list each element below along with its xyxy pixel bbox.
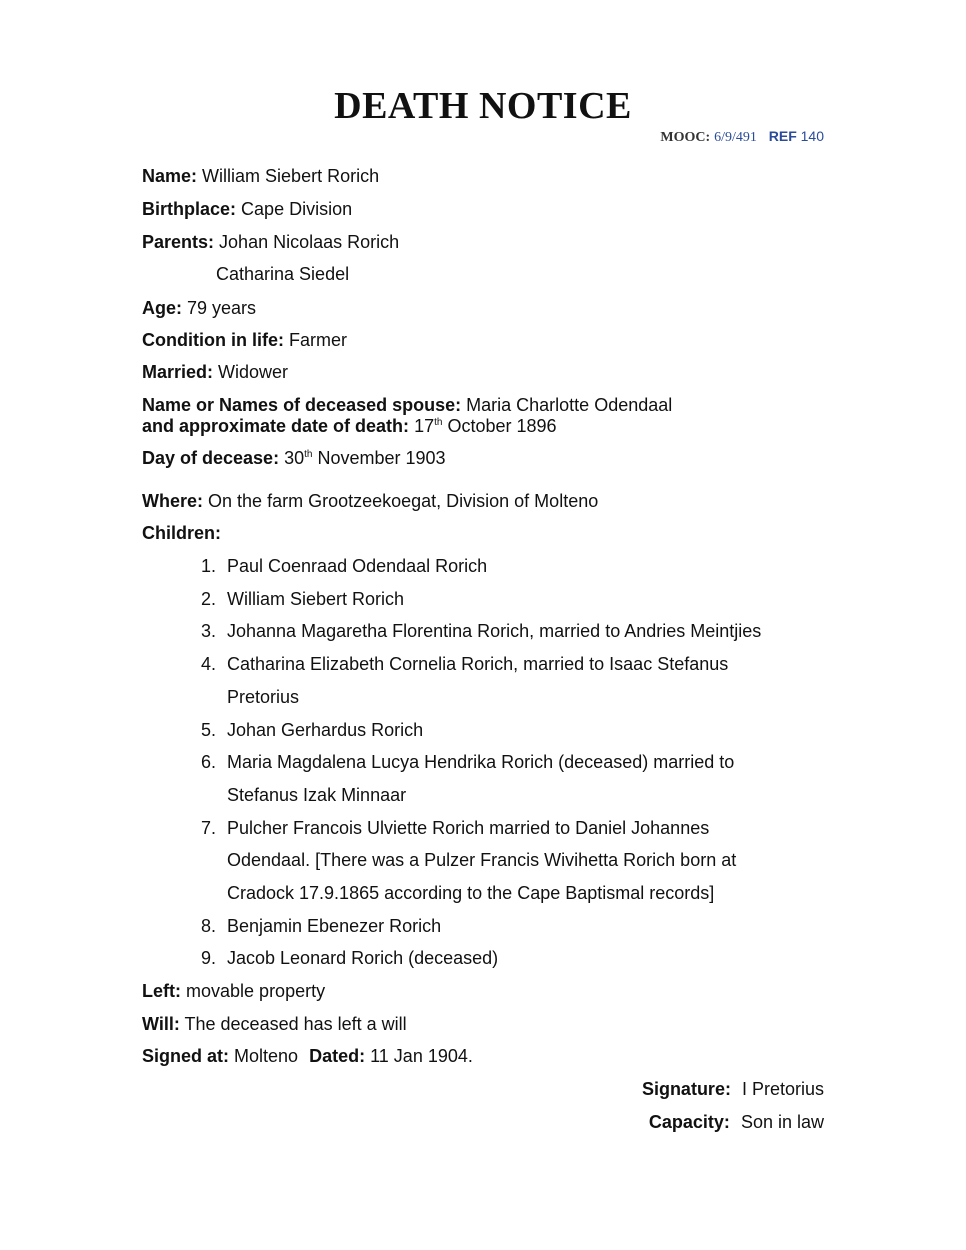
reference-code — [660, 128, 824, 146]
married-value: Widower — [218, 362, 289, 382]
spouse-row — [142, 394, 672, 416]
child-number: 7. — [200, 817, 216, 838]
decease-rest: November 1903 — [317, 448, 446, 468]
name-row — [142, 165, 379, 187]
will-row — [142, 1013, 407, 1035]
child-text: Pulcher Francois Ulviette Rorich married to Daniel Johannes — [227, 817, 710, 838]
child-number: 6. — [200, 752, 216, 773]
will-label: Will: — [142, 1014, 180, 1034]
child-number: 5. — [200, 719, 216, 740]
child-text: Odendaal. [There was a Pulzer Francis Wivihetta Rorich born at — [227, 850, 737, 871]
capacity-row — [649, 1111, 824, 1133]
child-text: Pretorius — [227, 686, 300, 707]
signature-label: Signature: — [641, 1079, 731, 1099]
age-label: Age: — [142, 298, 182, 318]
signed-row — [142, 1045, 473, 1067]
age-row — [142, 297, 256, 319]
child-number: 9. — [200, 948, 216, 969]
parent-2: Catharina Siedel — [216, 264, 350, 284]
parents-row — [142, 231, 399, 253]
condition-row — [142, 329, 347, 351]
dated-label: Dated: — [309, 1046, 366, 1066]
child-text: Maria Magdalena Lucya Hendrika Rorich (deceased) married to — [227, 752, 735, 773]
decease-row — [142, 447, 446, 469]
child-text: Paul Coenraad Odendaal Rorich — [227, 556, 488, 576]
decease-label: Day of decease: — [142, 448, 280, 468]
signed-place: Molteno — [234, 1046, 299, 1066]
child-number: 1. — [200, 556, 216, 576]
signed-label: Signed at: — [142, 1046, 230, 1066]
capacity-label: Capacity: — [648, 1112, 730, 1132]
children-label: Children: — [142, 523, 221, 543]
spouse-value: Maria Charlotte Odendaal — [466, 395, 673, 415]
married-row — [142, 361, 288, 383]
where-value: On the farm Grootzeekoegat, Division of Molteno — [208, 491, 599, 511]
child-text: Johanna Magaretha Florentina Rorich, married to Andries Meintjies — [227, 621, 762, 642]
condition-label: Condition in life: — [142, 330, 284, 350]
capacity-value: Son in law — [740, 1112, 824, 1132]
mooc-label: MOOC: — [660, 130, 711, 145]
birthplace-label: Birthplace: — [142, 199, 237, 219]
child-text: Cradock 17.9.1865 according to the Cape Baptismal records] — [227, 883, 715, 903]
child-text: William Siebert Rorich — [227, 588, 405, 609]
child-number: 3. — [200, 621, 216, 642]
page-title: DEATH NOTICE — [334, 85, 632, 127]
will-value: The deceased has left a will — [184, 1014, 407, 1034]
age-value: 79 years — [187, 298, 257, 318]
name-label: Name: — [142, 166, 198, 186]
child-text: Stefanus Izak Minnaar — [227, 784, 407, 805]
signature-value: I Pretorius — [741, 1079, 824, 1099]
child-text: Catharina Elizabeth Cornelia Rorich, married to Isaac Stefanus — [227, 654, 729, 675]
condition-value: Farmer — [289, 330, 347, 350]
mooc-value: 6/9/491 — [714, 130, 757, 145]
spouse-death-rest: October 1896 — [447, 416, 557, 436]
spouse-label: Name or Names of deceased spouse: — [142, 395, 462, 415]
left-row — [142, 980, 325, 1002]
child-text: Johan Gerhardus Rorich — [227, 719, 424, 740]
dated-value: 11 Jan 1904. — [370, 1046, 473, 1066]
spouse-death-label: and approximate date of death: — [142, 416, 410, 436]
child-number: 2. — [200, 588, 216, 609]
spouse-death-day: 17 — [414, 416, 435, 436]
ref-label: REF — [768, 128, 797, 144]
birthplace-row — [142, 198, 352, 220]
child-text: Benjamin Ebenezer Rorich — [227, 915, 442, 936]
spouse-death-row — [142, 415, 557, 437]
child-text: Jacob Leonard Rorich (deceased) — [227, 948, 499, 969]
parents-label: Parents: — [142, 232, 215, 252]
married-label: Married: — [142, 362, 214, 382]
spouse-death-suffix: th — [434, 417, 443, 428]
decease-suffix: th — [304, 449, 313, 460]
birthplace-value: Cape Division — [241, 199, 353, 219]
where-row — [142, 490, 598, 512]
left-value: movable property — [186, 981, 326, 1001]
name-value: William Siebert Rorich — [202, 166, 380, 186]
child-number: 8. — [200, 915, 216, 936]
where-label: Where: — [142, 491, 204, 511]
signature-row — [642, 1078, 824, 1100]
parent-1: Johan Nicolaas Rorich — [219, 232, 400, 252]
ref-value: 140 — [800, 128, 824, 144]
child-number: 4. — [200, 654, 216, 675]
left-label: Left: — [142, 981, 181, 1001]
decease-day: 30 — [284, 448, 305, 468]
